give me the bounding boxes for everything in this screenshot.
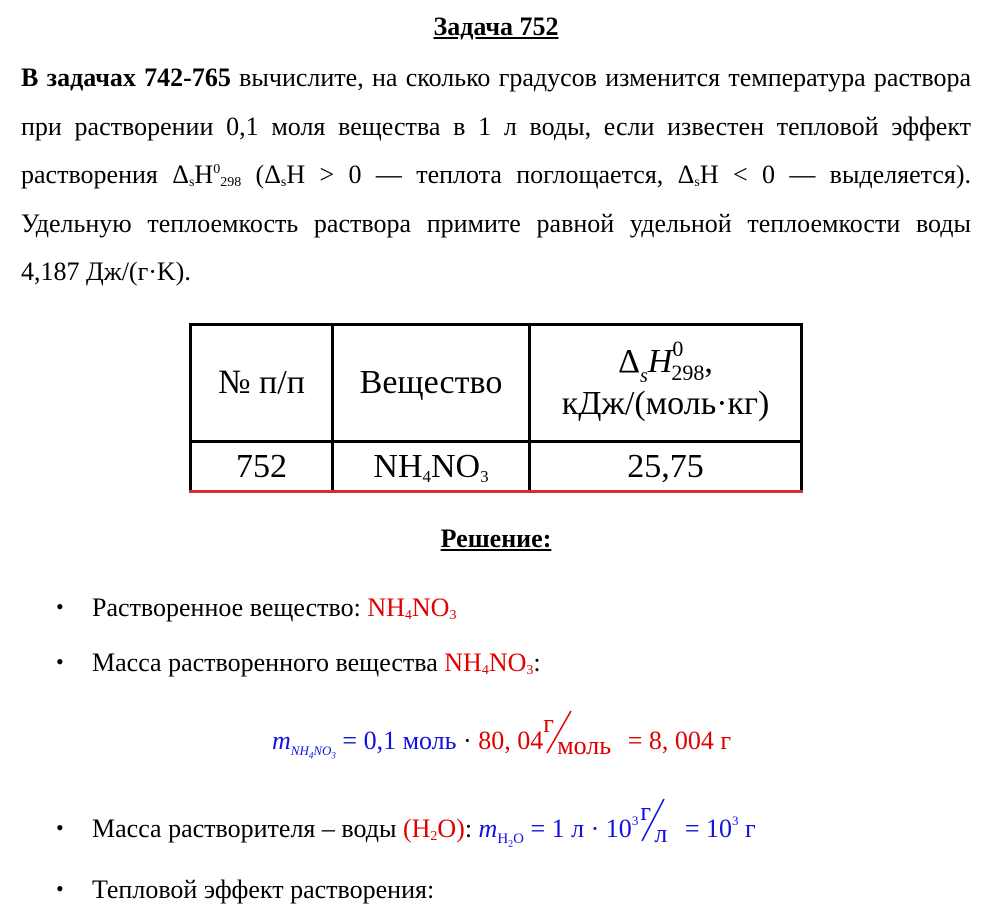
problem-title: Задача 752 — [433, 12, 559, 41]
header-substance: Вещество — [333, 325, 530, 442]
row-substance: $NH_4NO_3$ — [333, 442, 530, 492]
row-value: 25,75 — [530, 442, 802, 492]
table-header-row — [191, 325, 802, 442]
intro-sup-0: 0 — [213, 162, 221, 177]
bullet-dot: • — [56, 594, 64, 619]
bullet-dot: • — [56, 876, 64, 901]
unit-fraction-g-mol: г моль — [543, 709, 612, 760]
enthalpy-unit: кДж/(моль·кг) — [561, 385, 770, 422]
intro-text-3: H > 0 — теплота поглощается, Δ — [286, 160, 695, 189]
unit-fraction-g-l: г л — [640, 797, 668, 848]
bullet-solvent-mass: • Масса растворителя – воды $(H_2O)$: $m_{H_2O} = 1$ $л \cdot 10^3$ г л = $10^3$ г — [56, 797, 756, 850]
substance-formula: $NH_4NO_3$ — [444, 648, 534, 678]
enthalpy-symbol: $\Delta_sH^0_{298}$, — [618, 336, 713, 387]
intro-h1: H — [194, 160, 214, 189]
intro-sub-s3: s — [694, 175, 700, 190]
bullet-solute-mass: • Масса растворенного вещества $NH_4NO_3$: — [56, 645, 541, 680]
substance-formula: $NH_4NO_3$ — [367, 593, 457, 623]
intro-text-4: H < 0 — выделяется). Удельную теплоемкость раствора примите равной удельной теплоемкости воды 4,187 Дж/(г·K). — [21, 160, 971, 286]
solvent-mass-formula: $m_{H_2O} = 1$ $л \cdot 10^3$ г л = $10^3$ г — [478, 797, 756, 850]
water-formula: $(H_2O)$ — [402, 814, 465, 844]
solution-heading: Решение: — [440, 524, 552, 553]
solute-mass-formula: $m_{NH_4NO_3} = 0,1$ моль · 80, 04 г моль = 8, 004 г — [272, 709, 732, 761]
data-table — [189, 323, 803, 493]
header-number: № п/п — [191, 325, 333, 442]
intro-text-2: (Δ — [241, 160, 281, 189]
row-number: 752 — [191, 442, 333, 492]
bullet-dot: • — [56, 649, 64, 674]
intro-bold-lead: В задачах 742-765 — [21, 63, 231, 92]
formula-subscript: NH4NO3 — [290, 743, 336, 761]
bullet-dissolved-substance: • Растворенное вещество: $NH_4NO_3$ — [56, 590, 456, 625]
problem-statement — [21, 54, 971, 297]
bullet-heat-effect: • Тепловой эффект растворения: — [56, 872, 434, 907]
intro-sub-s1: s — [188, 175, 195, 190]
intro-sub-298: 298 — [220, 175, 242, 190]
intro-text-1: вычислите, на сколько градусов изменится температура раствора при растворении 0,1 моля вещества в 1 л воды, если известен тепловой эффект растворения Δ — [21, 63, 971, 189]
intro-sub-s2: s — [280, 175, 287, 190]
table-row — [191, 442, 802, 492]
header-enthalpy — [530, 325, 802, 442]
bullet-dot: • — [56, 815, 64, 840]
